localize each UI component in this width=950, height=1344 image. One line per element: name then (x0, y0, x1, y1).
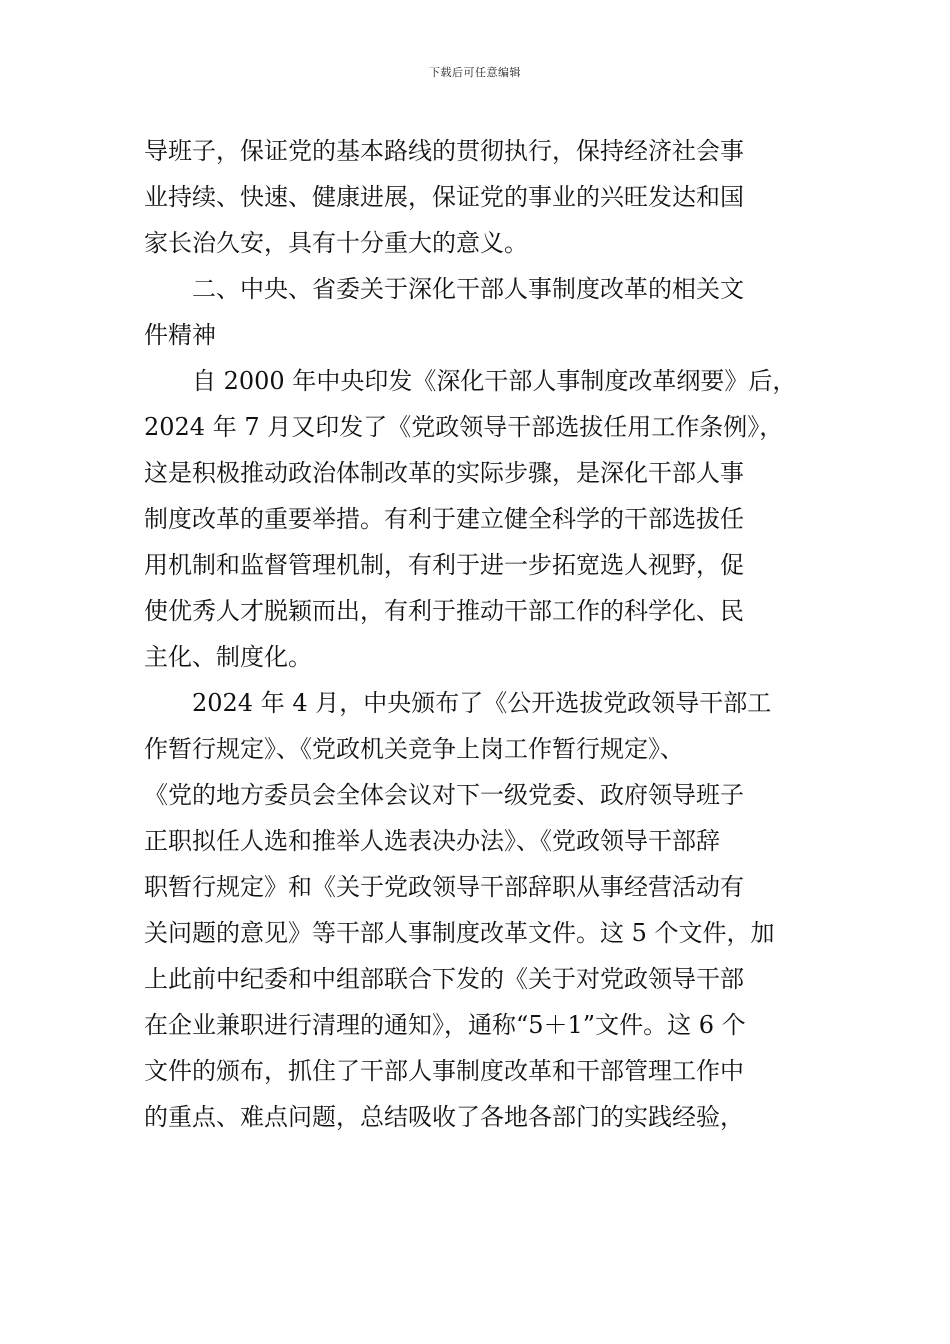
text-line: 导班子，保证党的基本路线的贯彻执行，保持经济社会事 (144, 137, 744, 165)
text-line: 《党的地方委员会全体会议对下一级党委、政府领导班子 (144, 781, 744, 809)
text-line: 2024 年 4 月，中央颁布了《公开选拔党政领导干部工 (144, 689, 772, 717)
text-line: 作暂行规定》、《党政机关竞争上岗工作暂行规定》、 (144, 735, 684, 763)
text-line: 上此前中纪委和中组部联合下发的《关于对党政领导干部 (144, 965, 744, 993)
section-heading-line: 二、中央、省委关于深化干部人事制度改革的相关文 (144, 275, 744, 303)
text-line: 制度改革的重要举措。有利于建立健全科学的干部选拔任 (144, 505, 744, 533)
text-line: 的重点、难点问题，总结吸收了各地各部门的实践经验， (144, 1103, 744, 1131)
text-line: 2024 年 7 月又印发了《党政领导干部选拔任用工作条例》， (144, 413, 784, 441)
page-header: 下载后可任意编辑 (429, 66, 521, 79)
text-line: 自 2000 年中央印发《深化干部人事制度改革纲要》后， (144, 367, 797, 395)
text-line: 文件的颁布，抓住了干部人事制度改革和干部管理工作中 (144, 1057, 744, 1085)
text-line: 用机制和监督管理机制，有利于进一步拓宽选人视野，促 (144, 551, 744, 579)
text-line: 主化、制度化。 (144, 643, 312, 671)
text-line: 家长治久安，具有十分重大的意义。 (144, 229, 528, 257)
text-line: 关问题的意见》等干部人事制度改革文件。这 5 个文件，加 (144, 919, 775, 947)
text-line: 这是积极推动政治体制改革的实际步骤，是深化干部人事 (144, 459, 744, 487)
text-line: 职暂行规定》和《关于党政领导干部辞职从事经营活动有 (144, 873, 744, 901)
text-line: 正职拟任人选和推举人选表决办法》、《党政领导干部辞 (144, 827, 720, 855)
text-line: 使优秀人才脱颖而出，有利于推动干部工作的科学化、民 (144, 597, 744, 625)
text-line: 业持续、快速、健康进展，保证党的事业的兴旺发达和国 (144, 183, 744, 211)
section-heading-line: 件精神 (144, 321, 216, 349)
text-line: 在企业兼职进行清理的通知》，通称“5＋1”文件。这 6 个 (144, 1011, 746, 1039)
document-body (144, 128, 814, 1140)
